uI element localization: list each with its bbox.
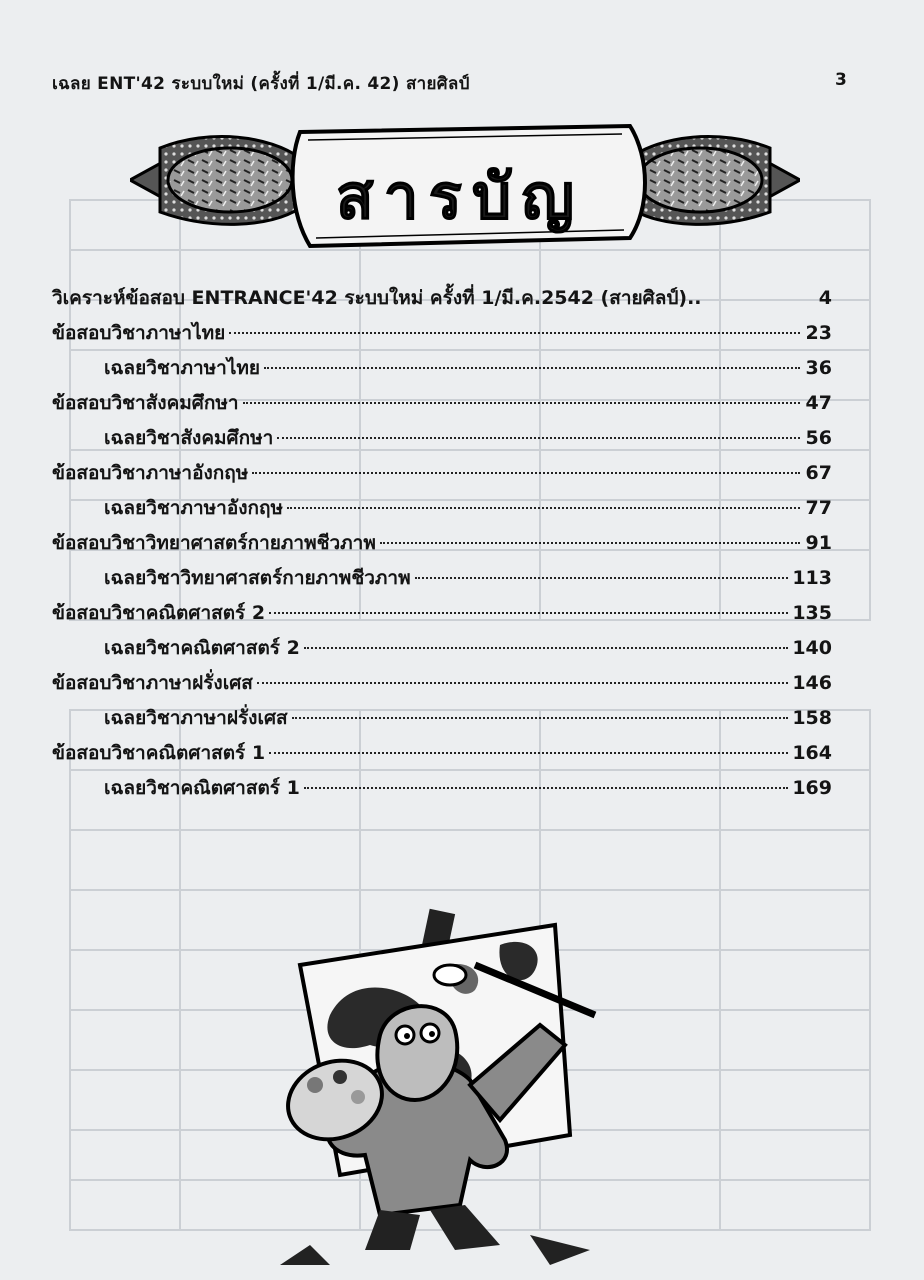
toc-entry-title: เฉลยวิชาคณิตศาสตร์ 1: [104, 777, 300, 799]
toc-leader: [287, 507, 800, 509]
toc-entry-title: ข้อสอบวิชาคณิตศาสตร์ 1: [52, 742, 266, 764]
toc-entry-french-answers[interactable]: [52, 703, 832, 738]
running-header: เฉลย ENT'42 ระบบใหม่ (ครั้งที่ 1/มี.ค. 42) สายศิลป์: [52, 74, 470, 94]
page-number: 3: [835, 70, 847, 90]
toc-entry-page: 36: [805, 357, 832, 379]
toc-entry-science-answers[interactable]: [52, 563, 832, 598]
toc-entry-title: เฉลยวิชาภาษาฝรั่งเศส: [104, 707, 288, 729]
toc-leader: [304, 647, 789, 649]
toc-entry-page: 67: [805, 462, 832, 484]
toc-entry-page: 146: [792, 672, 832, 694]
toc-entry-title: ข้อสอบวิชาภาษาอังกฤษ: [52, 462, 249, 484]
table-of-contents: [52, 283, 832, 808]
toc-heading: สารบัญ: [335, 160, 585, 233]
toc-leader: [229, 332, 800, 334]
toc-leader: [380, 542, 800, 544]
toc-entry-social-exam[interactable]: [52, 388, 832, 423]
toc-entry-page: 169: [792, 777, 832, 799]
toc-leader: [415, 577, 789, 579]
toc-leader: [277, 437, 800, 439]
toc-entry-page: 47: [805, 392, 832, 414]
toc-leader: [252, 472, 800, 474]
toc-entry-french-exam[interactable]: [52, 668, 832, 703]
toc-entry-page: 113: [792, 567, 832, 589]
toc-leader: [292, 717, 789, 719]
toc-entry-title: เฉลยวิชาวิทยาศาสตร์กายภาพชีวภาพ: [104, 567, 411, 589]
toc-entry-page: 164: [792, 742, 832, 764]
toc-entry-math2-answers[interactable]: [52, 633, 832, 668]
toc-entry-math2-exam[interactable]: [52, 598, 832, 633]
toc-entry-math1-exam[interactable]: [52, 738, 832, 773]
toc-entry-page: 140: [792, 637, 832, 659]
toc-entry-thai-answers[interactable]: [52, 353, 832, 388]
toc-entry-title: ข้อสอบวิชาภาษาไทย: [52, 322, 226, 344]
toc-entry-social-answers[interactable]: [52, 423, 832, 458]
toc-entry-page: 23: [805, 322, 832, 344]
toc-entry-science-exam[interactable]: [52, 528, 832, 563]
toc-entry-title: เฉลยวิชาสังคมศึกษา: [104, 427, 274, 449]
toc-entry-page: 91: [805, 532, 832, 554]
toc-entry-thai-exam[interactable]: [52, 318, 832, 353]
toc-entry-page: 4: [818, 287, 832, 309]
toc-entry-page: 135: [792, 602, 832, 624]
toc-entry-title: ข้อสอบวิชาสังคมศึกษา: [52, 392, 239, 414]
toc-leader: [304, 787, 789, 789]
toc-entry-page: 56: [805, 427, 832, 449]
toc-entry-title: ข้อสอบวิชาภาษาฝรั่งเศส: [52, 672, 253, 694]
toc-leader: [243, 402, 800, 404]
toc-entry-title: ข้อสอบวิชาคณิตศาสตร์ 2: [52, 602, 266, 624]
toc-entry-math1-answers[interactable]: [52, 773, 832, 808]
toc-leader: [257, 682, 788, 684]
toc-leader: [264, 367, 800, 369]
toc-entry-page: 158: [792, 707, 832, 729]
toc-entry-analysis[interactable]: [52, 283, 832, 318]
toc-entry-title: เฉลยวิชาภาษาอังกฤษ: [104, 497, 284, 519]
toc-entry-title: เฉลยวิชาภาษาไทย: [104, 357, 261, 379]
toc-entry-page: 77: [805, 497, 832, 519]
toc-entry-english-answers[interactable]: [52, 493, 832, 528]
toc-entry-title: ข้อสอบวิชาวิทยาศาสตร์กายภาพชีวภาพ: [52, 532, 376, 554]
painter-at-canvas-illustration: [270, 905, 610, 1270]
toc-leader: [269, 752, 788, 754]
toc-entry-title: วิเคราะห์ข้อสอบ ENTRANCE'42 ระบบใหม่ ครั้งที่ 1/มี.ค.2542 (สายศิลป์)..: [52, 287, 702, 309]
toc-entry-english-exam[interactable]: [52, 458, 832, 493]
toc-entry-title: เฉลยวิชาคณิตศาสตร์ 2: [104, 637, 300, 659]
toc-leader: [269, 612, 788, 614]
